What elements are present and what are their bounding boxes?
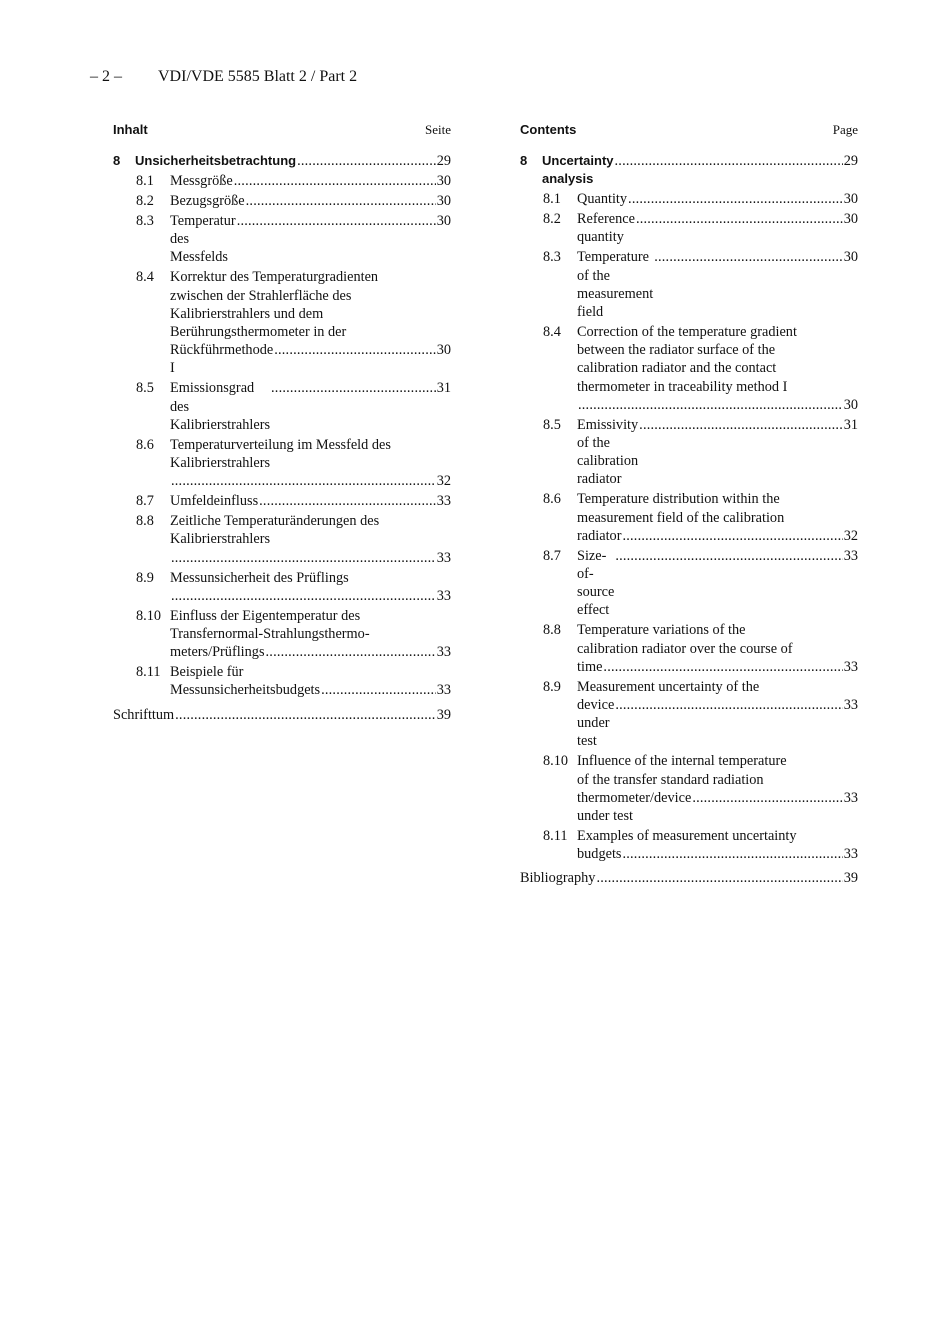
entry-line	[577, 341, 858, 359]
entry-title-line: meters/Prüflings	[170, 644, 265, 661]
entry-title-line: Uncertainty analysis	[542, 153, 614, 187]
toc-section[interactable]	[520, 416, 858, 489]
entry-title-line: Korrektur des Temperaturgradienten	[170, 269, 379, 286]
entry-line	[170, 323, 451, 341]
page-column-label: Page	[832, 122, 858, 137]
entry-title-line: Emissionsgrad des Kalibrierstrahlers	[170, 380, 271, 433]
toc-section[interactable]	[113, 172, 451, 190]
toc-german	[113, 122, 451, 726]
entry-line	[577, 547, 858, 620]
entry-line	[577, 210, 858, 246]
entry-line	[577, 752, 858, 770]
dot-leader	[615, 152, 843, 170]
entry-body	[170, 172, 451, 190]
entry-body	[170, 569, 451, 605]
entry-line	[577, 396, 858, 414]
entry-page: 32	[436, 473, 451, 490]
entry-number: 8.7	[136, 493, 154, 510]
dot-leader	[622, 527, 842, 545]
entry-page: 39	[843, 870, 858, 887]
entry-line	[577, 696, 858, 751]
toc-section[interactable]	[113, 212, 451, 267]
entry-line	[577, 640, 858, 658]
entry-title-line: Kalibrierstrahlers	[170, 531, 271, 548]
entry-page: 33	[436, 493, 451, 510]
dot-leader	[175, 706, 436, 724]
entry-body	[170, 512, 451, 567]
entry-line	[170, 569, 451, 587]
entry-title-line: Temperatur des Messfelds	[170, 213, 236, 266]
entry-title-line: Messunsicherheitsbudgets	[170, 682, 321, 699]
entry-line	[577, 845, 858, 863]
entry-title-line: Einfluss der Eigentemperatur des	[170, 607, 361, 624]
entry-number: 8.11	[136, 664, 161, 681]
entry-body	[577, 547, 858, 620]
entry-number: 8.10	[543, 753, 569, 770]
toc-section[interactable]	[113, 379, 451, 434]
entry-page: 29	[436, 153, 451, 169]
entry-line	[542, 152, 858, 188]
entry-number: 8.6	[543, 491, 561, 508]
entry-line	[170, 530, 451, 548]
entry-number: 8.2	[543, 211, 561, 228]
entry-title-line: Examples of measurement uncertainty	[577, 828, 797, 845]
entry-body	[577, 827, 858, 863]
entry-title-line: Bezugsgröße	[170, 193, 245, 209]
entry-line	[170, 436, 451, 454]
toc-section[interactable]	[520, 752, 858, 825]
entry-number: 8.4	[543, 324, 561, 341]
dot-leader	[171, 549, 436, 567]
entry-title-line: Zeitliche Temperaturänderungen des	[170, 513, 380, 530]
entry-body	[170, 663, 451, 699]
toc-section[interactable]	[113, 436, 451, 491]
entry-line	[170, 681, 451, 699]
entry-number: 8	[520, 153, 528, 168]
entry-line	[170, 305, 451, 323]
entry-page: 33	[843, 697, 858, 714]
entry-page: 33	[436, 587, 451, 604]
dot-leader	[654, 248, 842, 266]
entry-title-line: calibration radiator over the course of	[577, 640, 793, 657]
dot-leader	[578, 396, 843, 414]
toc-section[interactable]	[520, 547, 858, 620]
entry-page: 39	[436, 706, 451, 723]
toc-chapter[interactable]	[113, 152, 451, 170]
entry-page: 30	[436, 213, 451, 229]
entry-line	[170, 663, 451, 681]
entry-page: 33	[843, 547, 858, 564]
toc-section[interactable]	[520, 248, 858, 321]
entry-title-line: Beispiele für	[170, 664, 244, 681]
dot-leader	[246, 192, 436, 210]
entry-page: 30	[436, 173, 451, 189]
entry-line	[577, 416, 858, 489]
entry-title-line: Kalibrierstrahlers und dem	[170, 305, 324, 322]
entry-body	[577, 323, 858, 414]
entry-line	[577, 621, 858, 639]
toc-section[interactable]	[113, 512, 451, 567]
entry-page: 33	[843, 658, 858, 675]
entry-line	[170, 625, 451, 643]
entry-title-line: Quantity	[577, 191, 628, 208]
entry-title-line: Bibliography	[520, 870, 596, 887]
entry-page: 30	[436, 193, 451, 209]
entry-body	[170, 492, 451, 510]
toc-section[interactable]	[113, 192, 451, 210]
toc-section[interactable]	[113, 569, 451, 605]
entry-title-line: thermometer/device under test	[577, 789, 692, 825]
entry-number: 8.5	[136, 380, 154, 397]
entry-number: 8.11	[543, 828, 568, 845]
entry-title-line: Temperature distribution within the	[577, 491, 780, 508]
entry-line	[577, 658, 858, 676]
entry-title-line: Kalibrierstrahlers	[170, 455, 271, 472]
entry-number: 8.8	[543, 622, 561, 639]
entry-page: 32	[843, 527, 858, 544]
entry-line	[577, 248, 858, 321]
toc-section[interactable]	[520, 210, 858, 246]
entry-page: 30	[843, 249, 858, 266]
entry-line	[135, 152, 451, 170]
entry-page: 30	[843, 191, 858, 208]
entry-body	[577, 190, 858, 208]
dot-leader	[615, 696, 842, 714]
entry-page: 33	[843, 789, 858, 806]
entry-body	[577, 210, 858, 246]
entry-number: 8.5	[543, 416, 561, 433]
dot-leader	[615, 547, 842, 565]
entry-title-line: Umfeldeinfluss	[170, 493, 259, 510]
toc-section[interactable]	[520, 678, 858, 751]
toc-chapter[interactable]	[520, 152, 858, 188]
entry-page: 30	[843, 396, 858, 413]
entry-body	[170, 268, 451, 377]
entry-line	[577, 678, 858, 696]
entry-title-line: Transfernormal-Strahlungsthermo-	[170, 626, 370, 643]
page-header	[90, 68, 357, 86]
dot-leader	[622, 845, 842, 863]
entry-line	[520, 869, 858, 887]
entry-body	[577, 416, 858, 489]
entry-page: 33	[843, 846, 858, 863]
dot-leader	[237, 212, 436, 230]
entry-title-line: Berührungsthermometer in der	[170, 324, 347, 341]
entry-number: 8.9	[136, 569, 154, 586]
entry-title-line: Messunsicherheit des Prüflings	[170, 569, 349, 586]
entry-title-line: Size-of-source effect	[577, 547, 615, 619]
toc-title: Inhalt	[113, 122, 148, 137]
entry-title-line: Emissivity of the calibration radiator	[577, 416, 639, 488]
entry-line	[170, 379, 451, 434]
entry-line	[577, 190, 858, 208]
entry-page: 31	[843, 416, 858, 433]
entry-number: 8.6	[136, 436, 154, 453]
toc-heading-row	[113, 122, 451, 142]
entry-title-line: device under test	[577, 697, 615, 750]
entry-page: 29	[843, 153, 858, 169]
entry-page: 31	[436, 380, 451, 397]
entry-title-line: thermometer in traceability method I	[577, 378, 788, 395]
entry-number: 8.4	[136, 269, 154, 286]
entry-title-line: zwischen der Strahlerfläche des	[170, 287, 352, 304]
entry-number: 8	[113, 153, 121, 168]
entry-page: 30	[843, 211, 858, 228]
page-number: – 2 –	[90, 68, 122, 85]
entry-number: 8.1	[136, 173, 154, 189]
entry-title-line: Schrifttum	[113, 706, 175, 723]
dot-leader	[171, 587, 436, 605]
entry-line	[170, 587, 451, 605]
toc-section[interactable]	[520, 490, 858, 545]
entry-line	[577, 359, 858, 377]
entry-page: 30	[436, 342, 451, 359]
entry-line	[577, 509, 858, 527]
entry-body	[577, 248, 858, 321]
entry-line	[170, 643, 451, 661]
dot-leader	[628, 190, 843, 208]
entry-title-line: Temperaturverteilung im Messfeld des	[170, 436, 391, 453]
entry-body	[577, 490, 858, 545]
entry-line	[170, 454, 451, 472]
dot-leader	[321, 681, 436, 699]
entry-title-line: between the radiator surface of the	[577, 342, 776, 359]
document-title: VDI/VDE 5585 Blatt 2 / Part 2	[158, 68, 358, 85]
entry-title-line: radiator	[577, 527, 622, 544]
entry-title-line: Measurement uncertainty of the	[577, 678, 760, 695]
entry-body	[170, 212, 451, 267]
dot-leader	[603, 658, 842, 676]
toc-section[interactable]	[520, 827, 858, 863]
dot-leader	[639, 416, 843, 434]
toc-section[interactable]	[113, 268, 451, 377]
entry-title-line: Messgröße	[170, 173, 233, 189]
entry-number: 8.9	[543, 678, 561, 695]
entry-line	[170, 268, 451, 286]
entry-line	[170, 172, 451, 190]
entry-line	[170, 287, 451, 305]
entry-body	[577, 752, 858, 825]
entry-number: 8.7	[543, 547, 561, 564]
dot-leader	[692, 789, 842, 807]
entry-body	[170, 192, 451, 210]
entry-line	[170, 492, 451, 510]
toc-english	[520, 122, 858, 889]
entry-line	[577, 527, 858, 545]
entry-line	[170, 512, 451, 530]
entry-body	[135, 152, 451, 170]
entry-line	[170, 341, 451, 377]
dot-leader	[259, 492, 436, 510]
entry-number: 8.1	[543, 191, 561, 208]
entry-line	[577, 378, 858, 396]
toc-heading-row	[520, 122, 858, 142]
toc-section[interactable]	[113, 663, 451, 699]
entry-page: 33	[436, 549, 451, 566]
toc-list	[520, 152, 858, 888]
entry-title-line: of the transfer standard radiation	[577, 771, 764, 788]
entry-title-line: time	[577, 658, 603, 675]
entry-title-line: Unsicherheitsbetrachtung	[135, 153, 297, 168]
entry-number: 8.10	[136, 607, 162, 624]
entry-title-line: Temperature of the measurement field	[577, 249, 654, 321]
entry-number: 8.8	[136, 513, 154, 530]
page-column-label: Seite	[425, 122, 451, 137]
entry-title-line: measurement field of the calibration	[577, 509, 785, 526]
dot-leader	[234, 172, 436, 190]
toc-title: Contents	[520, 122, 577, 137]
entry-line	[577, 827, 858, 845]
entry-page: 33	[436, 682, 451, 699]
entry-line	[170, 192, 451, 210]
dot-leader	[266, 643, 436, 661]
entry-line	[577, 789, 858, 825]
dot-leader	[636, 210, 843, 228]
entry-line	[577, 323, 858, 341]
toc-section[interactable]	[113, 492, 451, 510]
dot-leader	[171, 472, 436, 490]
entry-title-line: Correction of the temperature gradient	[577, 324, 797, 341]
entry-line	[170, 212, 451, 267]
toc-bibliography[interactable]	[520, 869, 858, 887]
toc-bibliography[interactable]	[113, 706, 451, 724]
entry-title-line: Rückführmethode I	[170, 342, 274, 377]
toc-section[interactable]	[520, 323, 858, 414]
entry-title-line: Reference quantity	[577, 211, 635, 246]
entry-line	[170, 549, 451, 567]
dot-leader	[297, 152, 436, 170]
entry-line	[577, 771, 858, 789]
entry-number: 8.2	[136, 193, 154, 209]
dot-leader	[274, 341, 435, 359]
entry-title-line: budgets	[577, 846, 622, 863]
entry-body	[170, 379, 451, 434]
entry-number: 8.3	[543, 249, 561, 266]
dot-leader	[596, 869, 842, 887]
entry-line	[170, 472, 451, 490]
toc-section[interactable]	[113, 607, 451, 662]
entry-body	[113, 706, 451, 724]
toc-section[interactable]	[520, 190, 858, 208]
entry-body	[170, 436, 451, 491]
entry-body	[520, 869, 858, 887]
entry-title-line: Temperature variations of the	[577, 622, 746, 639]
toc-section[interactable]	[520, 621, 858, 676]
entry-number: 8.3	[136, 213, 154, 229]
entry-body	[577, 621, 858, 676]
toc-list	[113, 152, 451, 724]
dot-leader	[271, 379, 436, 397]
entry-body	[170, 607, 451, 662]
entry-body	[542, 152, 858, 188]
entry-line	[113, 706, 451, 724]
entry-line	[577, 490, 858, 508]
entry-page: 33	[436, 644, 451, 661]
entry-body	[577, 678, 858, 751]
entry-line	[170, 607, 451, 625]
entry-title-line: Influence of the internal temperature	[577, 753, 787, 770]
entry-title-line: calibration radiator and the contact	[577, 360, 777, 377]
